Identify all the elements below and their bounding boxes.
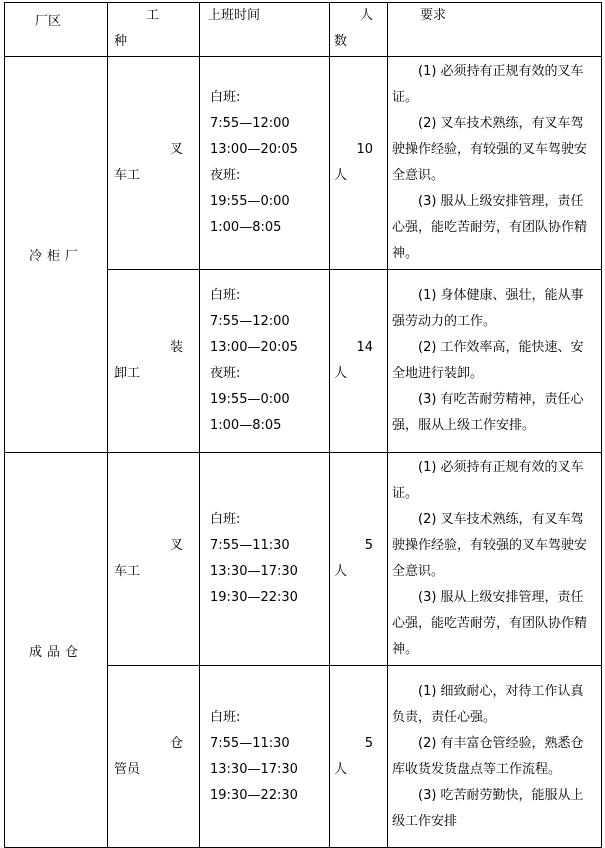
shift-time: 7:55—11:30 — [210, 735, 290, 751]
shift-times-cell — [200, 453, 330, 666]
headcount-number: 10 — [356, 142, 373, 157]
job-type-line1: 叉 — [169, 538, 183, 553]
job-type-line1: 仓 — [169, 735, 183, 751]
requirement-item: (1) 细致耐心，对待工作认真负责，责任心强。 — [392, 683, 584, 725]
job-type-line2: 管员 — [114, 761, 141, 777]
shift-time: 19:55—0:00 — [210, 392, 290, 407]
header-count-line1: 人 — [360, 8, 374, 23]
headcount-number: 5 — [364, 538, 373, 553]
job-type-line2: 车工 — [114, 564, 141, 579]
requirement-item: (2) 有丰富仓管经验，熟悉仓库收货发货盘点等工作流程。 — [392, 735, 584, 777]
shift-time: 白班: — [210, 288, 241, 303]
job-type-line1: 叉 — [169, 142, 183, 157]
factory-name: 成品仓 — [28, 644, 83, 660]
headcount-cell — [330, 453, 388, 666]
factory-cell — [5, 453, 108, 848]
requirement-item: (2) 叉车技术熟练，有叉车驾驶操作经验，有较强的叉车驾驶安全意识。 — [392, 512, 588, 579]
header-type-line2: 种 — [114, 34, 128, 49]
header-factory-cell — [5, 3, 108, 57]
shift-time: 夜班: — [210, 168, 241, 183]
requirement-item: (2) 工作效率高，能快速、安全地进行装卸。 — [392, 340, 584, 381]
header-requirements-cell — [388, 3, 602, 57]
shift-time: 7:55—12:00 — [210, 116, 290, 131]
headcount-unit: 人 — [334, 366, 348, 381]
shift-time: 13:00—20:05 — [210, 142, 298, 157]
requirements-cell — [388, 270, 602, 453]
recruitment-table — [4, 2, 602, 848]
shift-time: 13:30—17:30 — [210, 761, 298, 777]
job-type-line2: 车工 — [114, 168, 141, 183]
header-count-cell — [330, 3, 388, 57]
factory-name: 冷柜厂 — [28, 249, 83, 264]
header-count-line2: 数 — [334, 34, 348, 49]
shift-time: 白班: — [210, 512, 241, 527]
shift-time: 1:00—8:05 — [210, 418, 282, 433]
requirement-item: (3) 吃苦耐劳勤快，能服从上级工作安排 — [392, 787, 584, 829]
shift-time: 13:00—20:05 — [210, 340, 298, 355]
requirement-item: (1) 身体健康、强壮，能从事强劳动力的工作。 — [392, 288, 584, 329]
job-type-cell — [108, 57, 200, 270]
factory-cell — [5, 57, 108, 453]
shift-time: 19:30—22:30 — [210, 787, 298, 803]
shift-times-cell — [200, 57, 330, 270]
requirements-cell — [388, 453, 602, 666]
header-type-line1: 工 — [146, 8, 160, 23]
shift-time: 白班: — [210, 90, 241, 105]
job-type-cell — [108, 453, 200, 666]
shift-time: 19:30—22:30 — [210, 590, 298, 605]
headcount-unit: 人 — [334, 168, 348, 183]
requirement-item: (3) 有吃苦耐劳精神，责任心强，服从上级工作安排。 — [392, 392, 584, 433]
header-type-cell — [108, 3, 200, 57]
shift-time: 7:55—12:00 — [210, 314, 290, 329]
table-row — [5, 57, 602, 270]
shift-times-cell — [200, 666, 330, 848]
headcount-cell — [330, 270, 388, 453]
job-type-cell — [108, 666, 200, 848]
requirement-item: (2) 叉车技术熟练，有叉车驾驶操作经验，有较强的叉车驾驶安全意识。 — [392, 116, 588, 183]
headcount-number: 14 — [356, 340, 373, 355]
headcount-cell — [330, 57, 388, 270]
requirement-item: (3) 服从上级安排管理，责任心强，能吃苦耐劳，有团队协作精神。 — [392, 194, 588, 261]
job-type-line1: 装 — [169, 340, 183, 355]
header-time: 上班时间 — [208, 8, 261, 23]
headcount-unit: 人 — [334, 761, 348, 777]
job-type-line2: 卸工 — [114, 366, 141, 381]
shift-time: 19:55—0:00 — [210, 194, 290, 209]
requirement-item: (1) 必须持有正规有效的叉车证。 — [392, 460, 584, 501]
requirement-item: (3) 服从上级安排管理，责任心强，能吃苦耐劳，有团队协作精神。 — [392, 590, 588, 657]
job-type-cell — [108, 270, 200, 453]
headcount-cell — [330, 666, 388, 848]
header-row — [5, 3, 602, 57]
headcount-number: 5 — [364, 735, 373, 751]
table-row — [5, 453, 602, 666]
shift-times-cell — [200, 270, 330, 453]
headcount-unit: 人 — [334, 564, 348, 579]
shift-time: 白班: — [210, 709, 241, 725]
header-requirements: 要求 — [420, 8, 447, 23]
shift-time: 13:30—17:30 — [210, 564, 298, 579]
shift-time: 1:00—8:05 — [210, 220, 282, 235]
header-factory: 厂区 — [35, 14, 62, 29]
shift-time: 7:55—11:30 — [210, 538, 290, 553]
shift-time: 夜班: — [210, 366, 241, 381]
requirements-cell — [388, 666, 602, 848]
header-time-cell — [200, 3, 330, 57]
requirements-cell — [388, 57, 602, 270]
requirement-item: (1) 必须持有正规有效的叉车证。 — [392, 64, 584, 105]
